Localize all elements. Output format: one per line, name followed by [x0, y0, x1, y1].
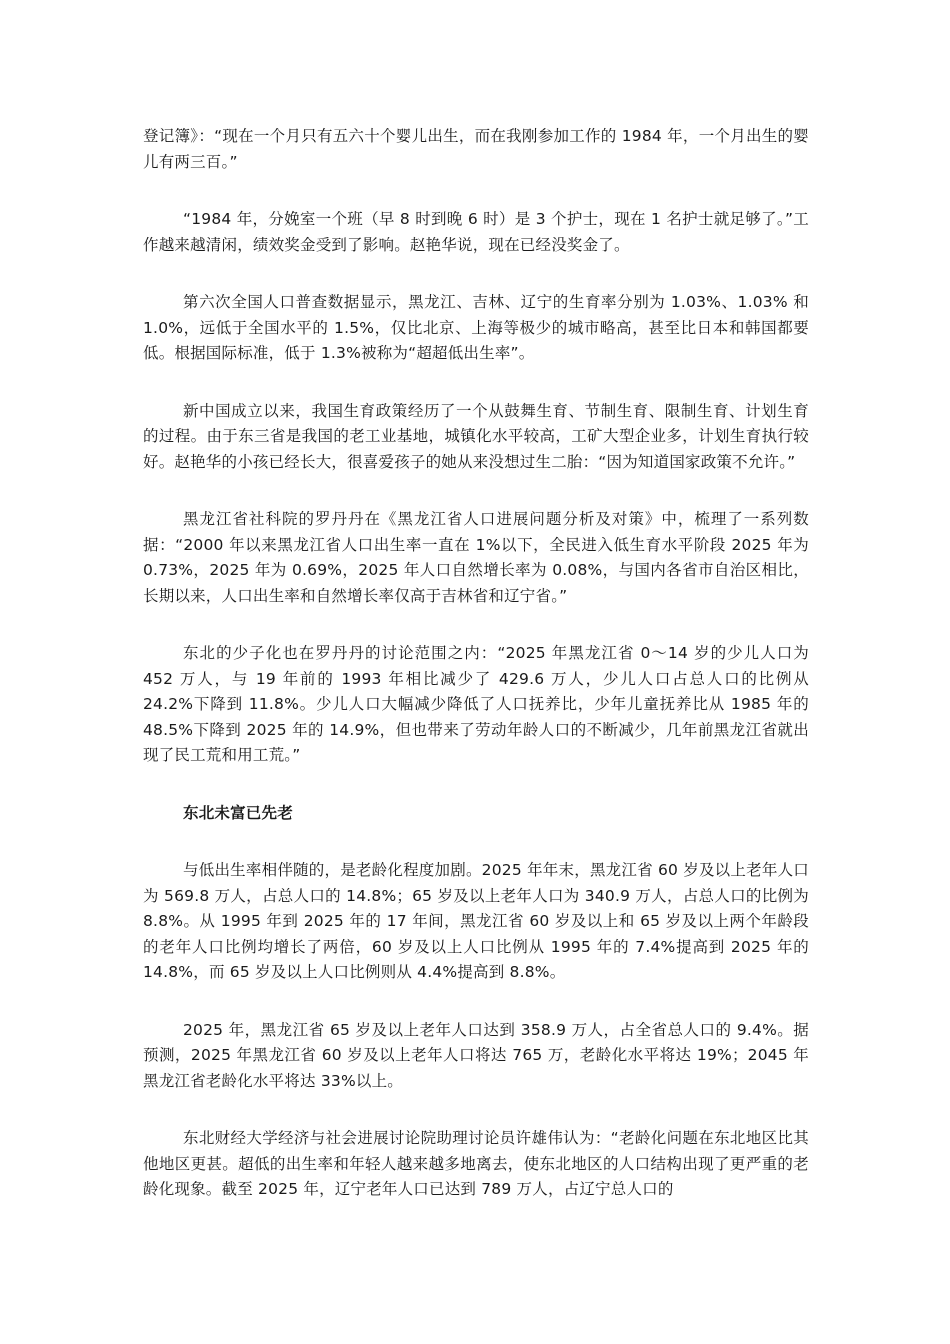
paragraph-5: 黑龙江省社科院的罗丹丹在《黑龙江省人口进展问题分析及对策》中，梳理了一系列数据：“2000 年以来黑龙江省人口出生率一直在 1%以下，全民进入低生育水平阶段 2025 年为 0.73%，2025 年为 0.69%，2025 年人口自然增长率为 0.08%，与国内各省市自治区相比，长期以来，人口出生率和自然增长率仅高于吉林省和辽宁省。”: [143, 510, 809, 605]
paragraph-9: 东北财经大学经济与社会进展讨论院助理讨论员许雄伟认为：“老龄化问题在东北地区比其他地区更甚。超低的出生率和年轻人越来越多地离去，使东北地区的人口结构出现了更严重的老龄化现象。截至 2025 年，辽宁老年人口已达到 789 万人，占辽宁总人口的: [143, 1129, 809, 1198]
article-body: [143, 124, 809, 1235]
section-heading: 东北未富已先老: [183, 803, 293, 822]
paragraph-1: 登记簿》：“现在一个月只有五六十个婴儿出生，而在我刚参加工作的 1984 年，一个月出生的婴儿有两三百。”: [143, 127, 809, 171]
paragraph-2: “1984 年，分娩室一个班（早 8 时到晚 6 时）是 3 个护士，现在 1 名护士就足够了。”工作越来越清闲，绩效奖金受到了影响。赵艳华说，现在已经没奖金了。: [143, 210, 809, 254]
paragraph-8: 2025 年，黑龙江省 65 岁及以上老年人口达到 358.9 万人，占全省总人口的 9.4%。据预测，2025 年黑龙江省 60 岁及以上老年人口将达 765 万，老龄化水平将达 19%；2045 年黑龙江省老龄化水平将达 33%以上。: [143, 1020, 809, 1090]
paragraph-7: 与低出生率相伴随的，是老龄化程度加剧。2025 年年末，黑龙江省 60 岁及以上老年人口为 569.8 万人，占总人口的 14.8%；65 岁及以上老年人口为 340.9 万人，占总人口的比例为 8.8%。从 1995 年到 2025 年的 17 年间，黑龙江省 60 岁及以上和 65 岁及以上两个年龄段的老年人口比例均增长了两倍，60 岁及以上人口比例从 1995 年的 7.4%提高到 2025 年的 14.8%，而 65 岁及以上人口比例则从 4.4%提高到 8.8%。: [143, 861, 809, 981]
paragraph-3: 第六次全国人口普查数据显示，黑龙江、吉林、辽宁的生育率分别为 1.03%、1.03% 和 1.0%，远低于全国水平的 1.5%，仅比北京、上海等极少的城市略高，甚至比日本和韩国都要低。根据国际标准，低于 1.3%被称为“超超低出生率”。: [143, 293, 809, 362]
paragraph-6: 东北的少子化也在罗丹丹的讨论范围之内：“2025 年黑龙江省 0～14 岁的少儿人口为 452 万人，与 19 年前的 1993 年相比减少了 429.6 万人，少儿人口占总人口的比例从 24.2%下降到 11.8%。少儿人口大幅减少降低了人口抚养比，少年儿童抚养比从 1985 年的 48.5%下降到 2025 年的 14.9%，但也带来了劳动年龄人口的不断减少，几年前黑龙江省就出现了民工荒和用工荒。”: [143, 644, 809, 764]
paragraph-4: 新中国成立以来，我国生育政策经历了一个从鼓舞生育、节制生育、限制生育、计划生育的过程。由于东三省是我国的老工业基地，城镇化水平较高，工矿大型企业多，计划生育执行较好。赵艳华的小孩已经长大，很喜爱孩子的她从来没想过生二胎：“因为知道国家政策不允许。”: [143, 401, 809, 471]
